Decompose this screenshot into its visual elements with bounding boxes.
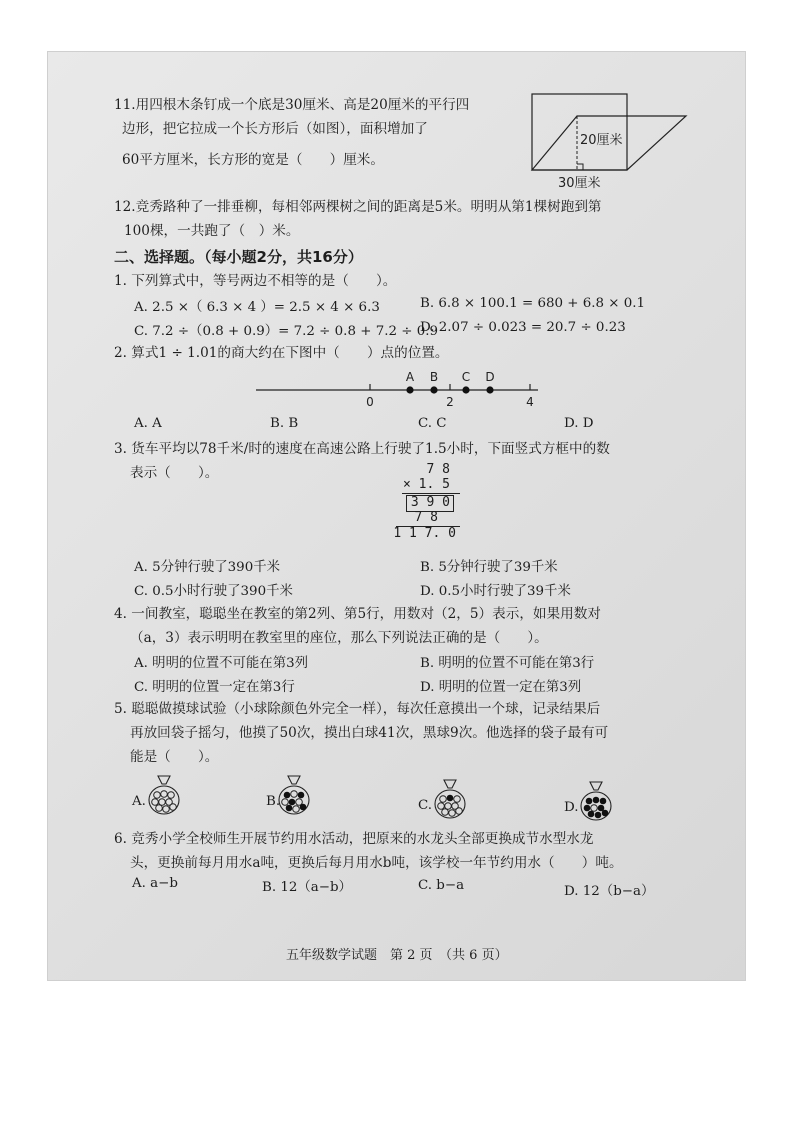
bag-a-balls	[152, 791, 177, 813]
c5-option-b[interactable]: B.	[266, 794, 281, 809]
c5-option-d[interactable]: D.	[564, 800, 579, 815]
calc-row3: 3 9 0	[410, 495, 450, 510]
c5-line2: 再放回袋子摇匀，他摸了50次，摸出白球41次，黑球9次。他选择的袋子最有可	[130, 725, 609, 741]
c6-option-b[interactable]: B. 12（a−b）	[262, 880, 352, 895]
number-line-point-label: D	[485, 370, 495, 384]
c4-option-a[interactable]: A. 明明的位置不可能在第3列	[134, 656, 308, 671]
calc-row2: × 1. 5	[403, 477, 450, 492]
c1-option-a[interactable]: A. 2.5 ×（ 6.3 × 4 ）= 2.5 × 4 × 6.3	[134, 300, 380, 315]
bag-a-icon	[146, 770, 182, 816]
calc-row1: 7 8	[426, 462, 450, 477]
c1-option-b[interactable]: B. 6.8 × 100.1 = 680 + 6.8 × 0.1	[420, 296, 646, 311]
bag-d-icon	[578, 776, 614, 822]
number-line-point-label: B	[429, 370, 439, 384]
q11-line3: 60平方厘米，长方形的宽是（ ）厘米。	[122, 152, 384, 168]
c6-option-a[interactable]: A. a−b	[132, 876, 178, 891]
c5-line1: 5. 聪聪做摸球试验（小球除颜色外完全一样），每次任意摸出一个球，记录结果后	[114, 701, 601, 717]
c6-line1: 6. 竞秀小学全校师生开展节约用水活动，把原来的水龙头全部更换成节水型水龙	[114, 831, 594, 847]
c2-option-a[interactable]: A. A	[134, 416, 162, 431]
number-line-tick-label: 0	[366, 395, 374, 409]
c5-line3: 能是（ ）。	[130, 749, 219, 765]
base-label: 30厘米	[558, 176, 601, 191]
number-line-point	[462, 386, 469, 393]
c6-line2: 头，更换前每月用水a吨，更换后每月用水b吨，该学校一年节约用水（ ）吨。	[130, 855, 623, 871]
c2-option-b[interactable]: B. B	[270, 416, 299, 431]
c1-option-c[interactable]: C. 7.2 ÷（0.8 + 0.9）= 7.2 ÷ 0.8 + 7.2 ÷ 0.9	[134, 324, 439, 339]
q11-figure	[524, 86, 704, 196]
number-line-point	[406, 386, 413, 393]
number-line-point	[430, 386, 437, 393]
bag-c-icon	[432, 774, 468, 820]
rectangle-shape	[532, 94, 627, 170]
c3-line2: 表示（ ）。	[130, 465, 219, 481]
c4-option-b[interactable]: B. 明明的位置不可能在第3行	[420, 656, 595, 671]
c2-option-c[interactable]: C. C	[418, 416, 447, 431]
c3-option-b[interactable]: B. 5分钟行驶了39千米	[420, 560, 558, 575]
c1-stem: 1. 下列算式中，等号两边不相等的是（ ）。	[114, 273, 397, 289]
q11-line2: 边形，把它拉成一个长方形后（如图），面积增加了	[122, 121, 428, 137]
number-line-point-label: A	[405, 370, 415, 384]
c4-line2: （a，3）表示明明在教室里的座位，那么下列说法正确的是（ ）。	[130, 630, 548, 646]
number-line-tick-label: 2	[446, 395, 454, 409]
c5-option-a[interactable]: A.	[132, 794, 146, 809]
number-line-tick-label: 4	[526, 395, 534, 409]
calc-row5: 1 1 7. 0	[393, 526, 456, 541]
exam-page	[48, 52, 745, 980]
c5-option-c[interactable]: C.	[418, 798, 433, 813]
c3-option-d[interactable]: D. 0.5小时行驶了39千米	[420, 584, 571, 599]
number-line-point	[486, 386, 493, 393]
c4-option-c[interactable]: C. 明明的位置一定在第3行	[134, 680, 295, 695]
height-label: 20厘米	[580, 133, 623, 148]
c4-line1: 4. 一间教室，聪聪坐在教室的第2列、第5行，用数对（2，5）表示，如果用数对	[114, 606, 601, 622]
c2-stem: 2. 算式1 ÷ 1.01的商大约在下图中（ ）点的位置。	[114, 345, 449, 361]
c1-option-d[interactable]: D. 2.07 ÷ 0.023 = 20.7 ÷ 0.23	[420, 320, 626, 335]
number-line	[248, 362, 548, 412]
page-footer: 五年级数学试题 第 2 页 （共 6 页）	[286, 948, 508, 963]
c6-option-c[interactable]: C. b−a	[418, 878, 465, 893]
calc-row4: 7 8	[414, 510, 438, 525]
c6-option-d[interactable]: D. 12（b−a）	[564, 884, 655, 899]
section-title: 二、选择题。（每小题2分，共16分）	[114, 248, 363, 266]
q12-line2: 100棵，一共跑了（ ）米。	[124, 223, 300, 239]
q11-line1: 11.用四根木条钉成一个底是30厘米、高是20厘米的平行四	[114, 97, 470, 113]
c3-option-c[interactable]: C. 0.5小时行驶了390千米	[134, 584, 293, 599]
right-angle-mark	[577, 164, 583, 170]
c4-option-d[interactable]: D. 明明的位置一定在第3列	[420, 680, 582, 695]
c3-option-a[interactable]: A. 5分钟行驶了390千米	[134, 560, 280, 575]
c3-line1: 3. 货车平均以78千米/时的速度在高速公路上行驶了1.5小时，下面竖式方框中的数	[114, 441, 610, 457]
c2-option-d[interactable]: D. D	[564, 416, 594, 431]
number-line-point-label: C	[461, 370, 471, 384]
vertical-calculation	[388, 462, 468, 540]
bag-b-icon	[276, 770, 312, 816]
calc-line1	[402, 493, 460, 494]
q12-line1: 12.竞秀路种了一排垂柳，每相邻两棵树之间的距离是5米。明明从第1棵树跑到第	[114, 199, 602, 215]
